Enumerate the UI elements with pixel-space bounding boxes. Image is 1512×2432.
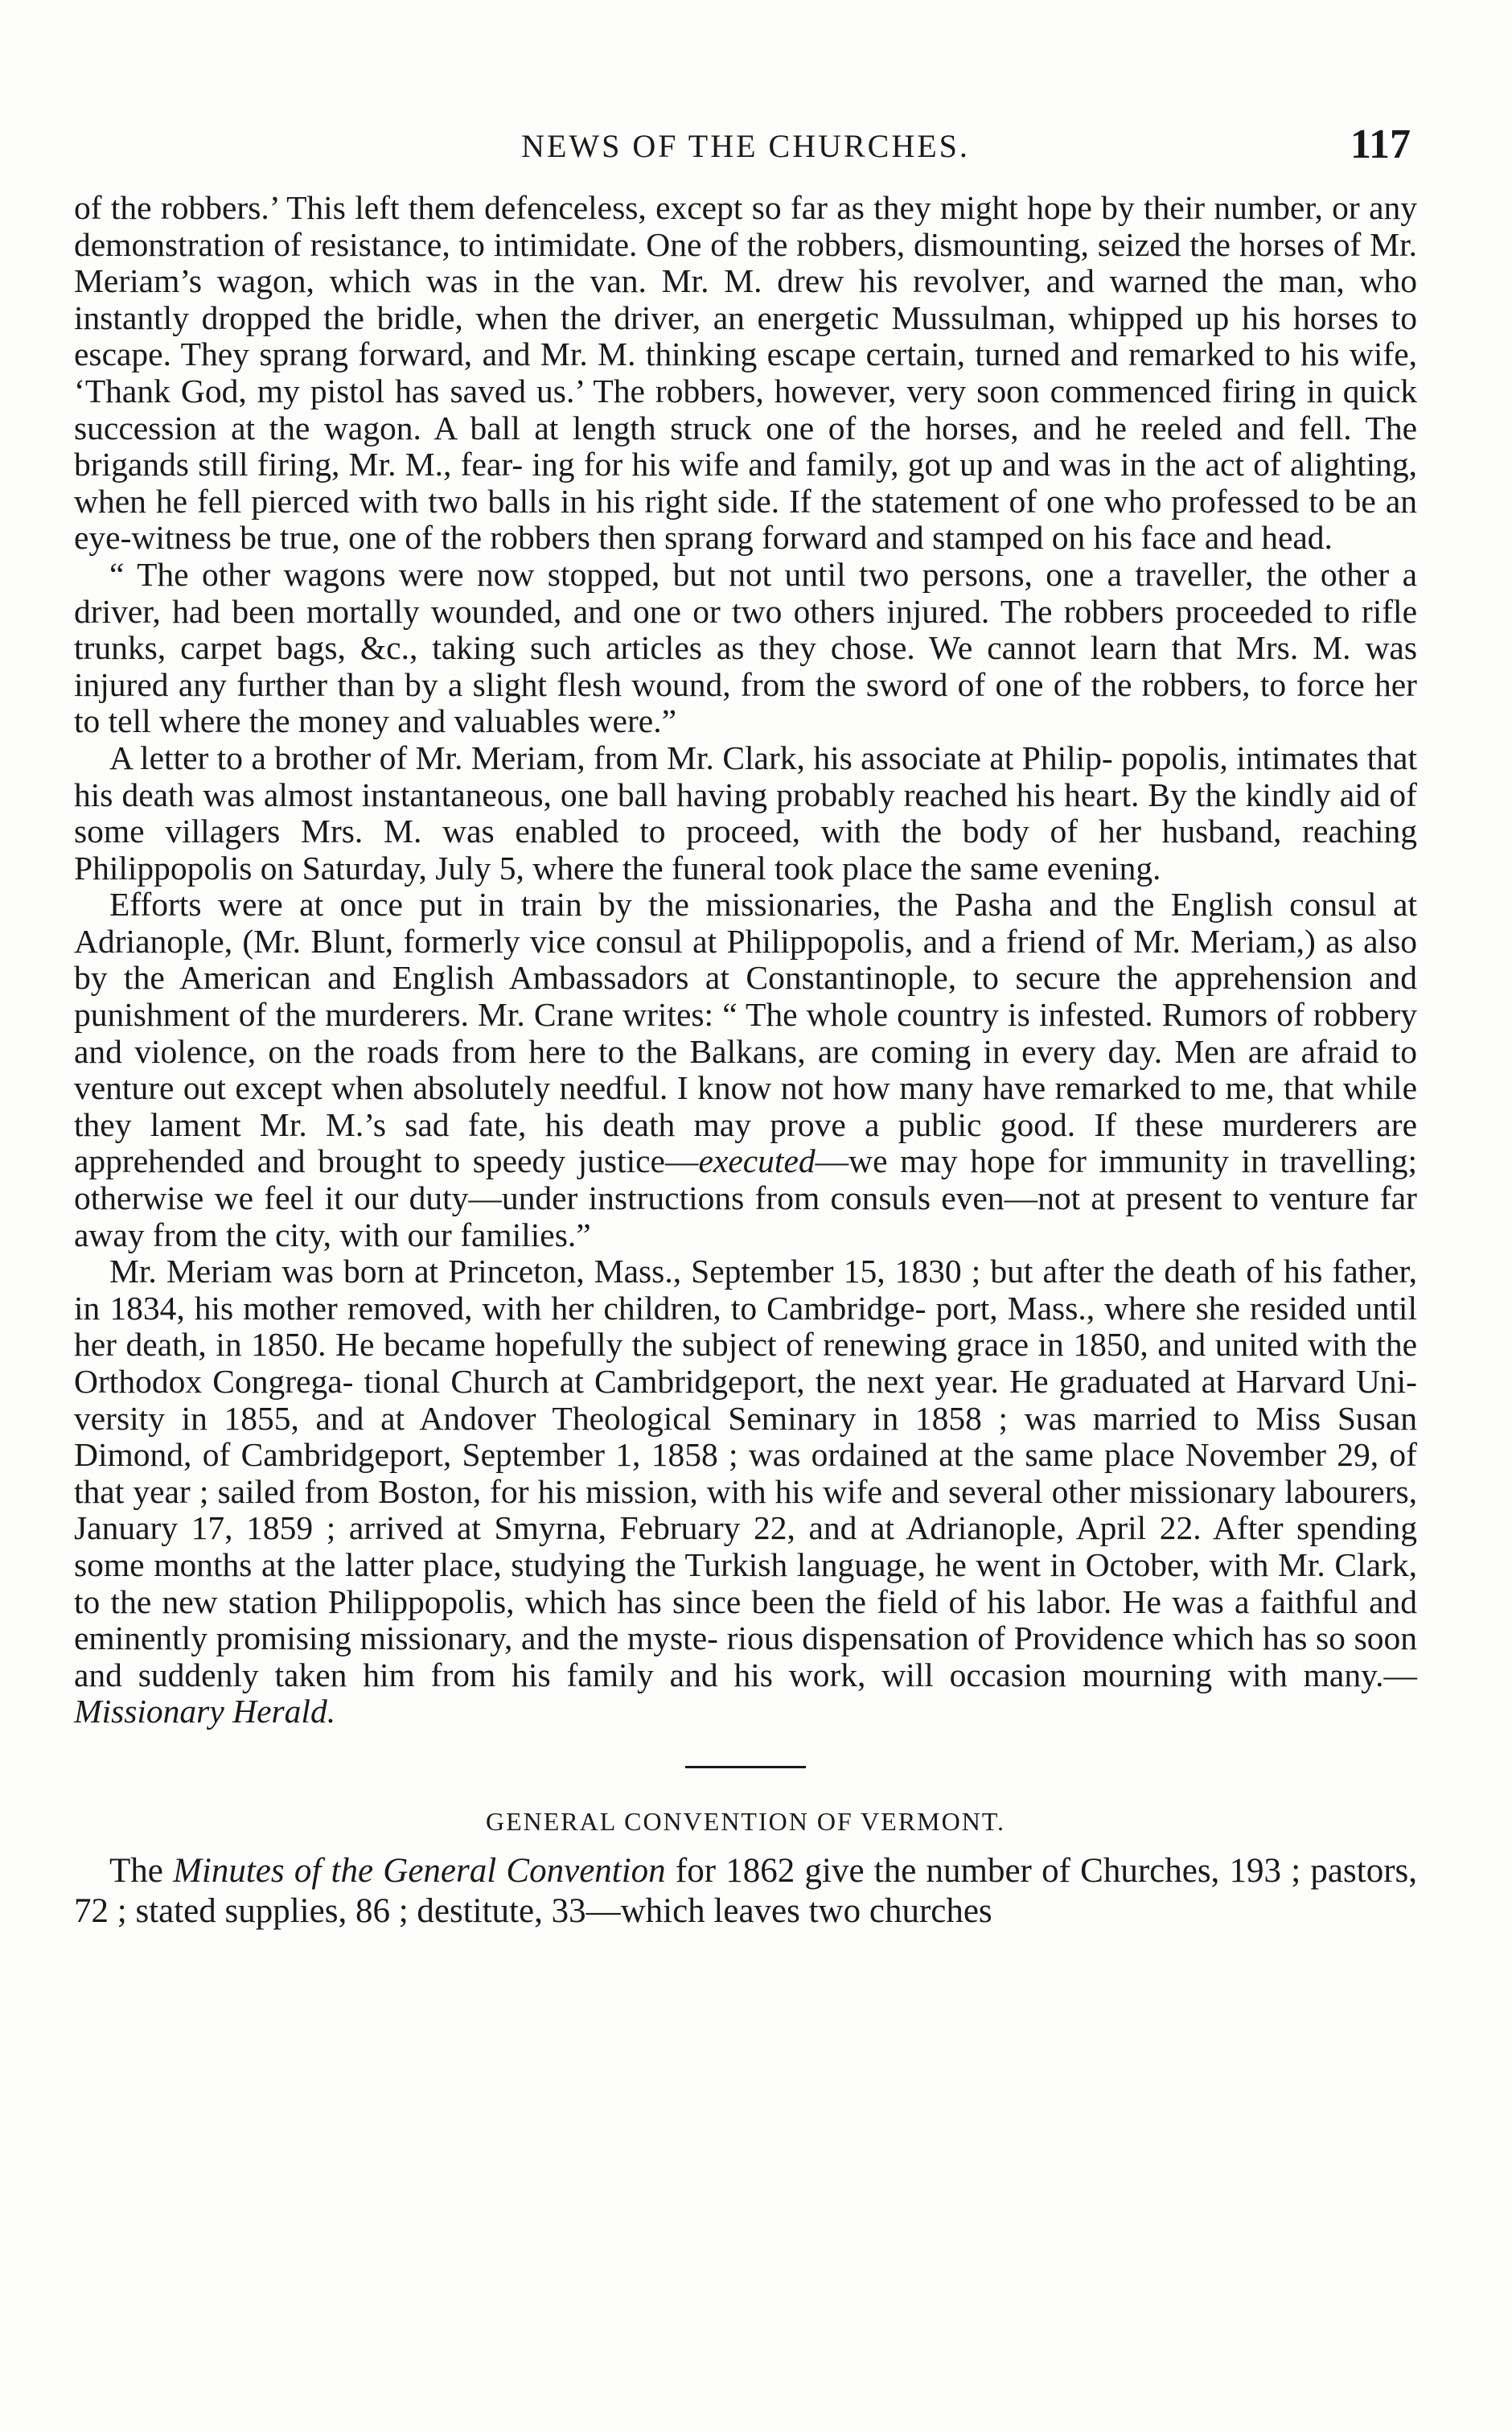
italic-title: Minutes of the General Convention <box>173 1851 666 1890</box>
section-title: GENERAL CONVENTION OF VERMONT. <box>485 1806 1006 1836</box>
section-divider <box>685 1766 806 1768</box>
running-title: NEWS OF THE CHURCHES. <box>521 128 970 164</box>
paragraph: “ The other wagons were now stopped, but not until two persons, one a traveller, the other a driver, had been mortally wounded, and one or two others injured. The robbers proceeded to rifle trunks, carpet bags, &c., taking such articles as they chose. We cannot learn that Mrs. M. was injured any further than by a slight flesh wound, from the sword of one of the robbers, to force her to tell where the money and valuables were.” <box>74 555 1417 740</box>
italic-word: executed <box>698 1142 816 1180</box>
paragraph-text: —we may hope for immunity in travelling; otherwise we feel it our duty—under instructions from consuls even—not at present to venture far away from the city, with our families.” <box>74 1142 1417 1253</box>
paragraph-text: Mr. Meriam was born at Princeton, Mass., September 15, 1830 ; but after the death of his father, in 1834, his mother removed, with her children, to Cambridge- port, Mass., where she resided until her death, in 1850. He became hopefully the subject of renewing grace in 1850, and united with the Orthodox Congrega- tional Church at Cambridgeport, the next year. He graduated at Harvard Uni- versity in 1855, and at Andover Theological Seminary in 1858 ; was married to Miss Susan Dimond, of Cambridgeport, September 1, 1858 ; was ordained at the same place November 29, of that year ; sailed from Boston, for his mission, with his wife and several other missionary labourers, January 17, 1859 ; arrived at Smyrna, February 22, and at Adrianople, April 22. After spending some months at the latter place, studying the Turkish language, he went in October, with Mr. Clark, to the new station Philippopolis, which has since been the field of his labor. He was a faithful and eminently promising missionary, and the myste- rious dispensation of Providence which has so soon and suddenly taken him from his family and his work, will occasion mourning with many.— <box>74 1253 1417 1693</box>
paragraph <box>74 1253 1417 1730</box>
source-credit: Missionary Herald. <box>74 1693 336 1730</box>
paragraph-text: Efforts were at once put in train by the missionaries, the Pasha and the English consul at Adrianople, (Mr. Blunt, formerly vice consul at Philippopolis, and a friend of Mr. Meriam,) as also by the American and English Ambassadors at Constantinople, to secure the apprehension and punishment of the murderers. Mr. Crane writes: “ The whole country is infested. Rumors of robbery and violence, on the roads from here to the Balkans, are coming in every day. Men are afraid to venture out except when absolutely needful. I know not how many have remarked to me, that while they lament Mr. M.’s sad fate, his death may prove a public good. If these murderers are apprehended and brought to speedy justice— <box>74 886 1417 1180</box>
paragraph-text: The <box>109 1851 174 1890</box>
paragraph <box>74 1851 1417 1932</box>
article-body <box>74 190 1417 1730</box>
page-number: 117 <box>1350 121 1411 167</box>
paragraph-text: for 1862 give the number of Churches, 193 ; pastors, 72 ; stated supplies, 86 ; destitute, 33—which leaves two churches <box>74 1851 1417 1930</box>
paragraph: A letter to a brother of Mr. Meriam, from Mr. Clark, his associate at Philip- popolis, intimates that his death was almost instantaneous, one ball having probably reached his heart. By the kindly aid of some villagers Mrs. M. was enabled to proceed, with the body of her husband, reaching Philippopolis on Saturday, July 5, where the funeral took place the same evening. <box>74 739 1417 887</box>
running-head <box>74 121 1417 169</box>
paragraph <box>74 887 1417 1253</box>
paragraph: of the robbers.’ This left them defenceless, except so far as they might hope by their number, or any demonstration of resistance, to intimidate. One of the robbers, dismounting, seized the horses of Mr. Meriam’s wagon, which was in the van. Mr. M. drew his revolver, and warned the man, who instantly dropped the bridle, when the driver, an energetic Mussulman, whipped up his horses to escape. They sprang forward, and Mr. M. thinking escape certain, turned and remarked to his wife, ‘Thank God, my pistol has saved us.’ The robbers, however, very soon commenced firing in quick succession at the wagon. A ball at length struck one of the horses, and he reeled and fell. The brigands still firing, Mr. M., fear- ing for his wife and family, got up and was in the act of alighting, when he fell pierced with two balls in his right side. If the statement of one who professed to be an eye-witness be true, one of the robbers then sprang forward and stamped on his face and head. <box>74 189 1417 557</box>
section-body <box>74 1851 1417 1932</box>
